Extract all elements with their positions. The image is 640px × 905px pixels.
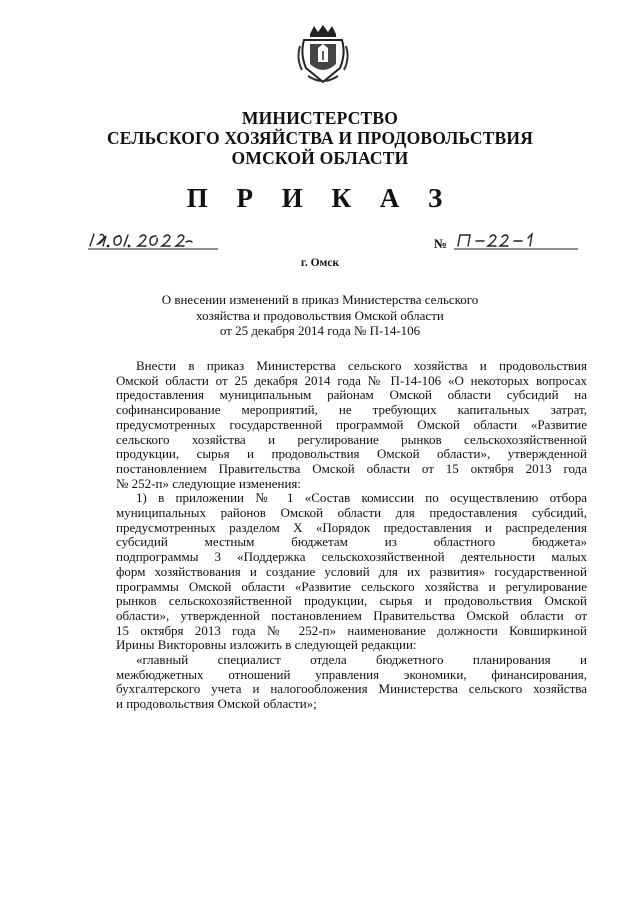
body-line: субсидий местным бюджетам из областного бюджета» [116, 534, 587, 550]
body-line: продукции, сырья и продовольствия Омской области», утвержденной [116, 446, 587, 462]
ministry-name-line-2: СЕЛЬСКОГО ХОЗЯЙСТВА И ПРОДОВОЛЬСТВИЯ [106, 128, 534, 148]
ministry-name-line-1: МИНИСТЕРСТВО [241, 108, 399, 128]
body-line: программы Омской области «Развитие сельского хозяйства и регулирование [116, 578, 587, 594]
body-line: Внести в приказ Министерства сельского хозяйства и продовольствия [136, 358, 587, 373]
body-line: предоставления муниципальным районам Омской области субсидий на [116, 387, 587, 403]
body-line: постановлением Правительства Омской области от 15 октября 2013 года [116, 460, 587, 476]
subject-line-1: О внесении изменений в приказ Министерства сельского [161, 292, 479, 307]
body-line: и продовольствия Омской области»; [116, 696, 317, 712]
body-line: «главный специалист отдела бюджетного планирования и [136, 652, 587, 667]
body-line: подпрограммы 3 «Поддержка сельскохозяйственной деятельности малых [116, 549, 587, 565]
handwritten-order-number [452, 228, 582, 256]
body-line: № 252-п» следующие изменения: [116, 475, 301, 491]
body-line: межбюджетных отношений управления экономики, финансирования, [116, 666, 587, 682]
body-line: Омской области от 25 декабря 2014 года № П-14-106 «О некоторых вопросах [116, 372, 587, 388]
city-name: г. Омск [300, 257, 340, 269]
body-line: Ирины Викторовны изложить в следующей редакции: [116, 637, 417, 653]
body-line: муниципальных районов Омской области для предоставления субсидий, [116, 505, 587, 520]
body-line: сельского хозяйства и регулирование рынков сельскохозяйственной [116, 431, 587, 447]
order-number-sign: № [434, 236, 448, 251]
body-line: 15 октября 2013 года № 252-п» наименование должности Ковширкиной [116, 622, 587, 638]
body-line: предусмотренных разделом X «Порядок предоставления и распределения [116, 519, 587, 535]
body-line: 1) в приложении № 1 «Состав комиссии по осуществлению отбора [136, 490, 587, 506]
coat-of-arms-icon [296, 24, 350, 86]
body-line: форм хозяйствования и создание условий для их развития» государственной [116, 563, 587, 579]
handwritten-date [86, 228, 226, 256]
body-line: рынков сельскохозяйственной продукции, сырья и продовольствия Омской [116, 593, 587, 609]
document-type-title: П Р И К А З [186, 183, 454, 213]
body-line: бухгалтерского учета и налогообложения Министерства сельского хозяйства [116, 681, 587, 697]
body-line: софинансирование мероприятий, не требующих капитальных затрат, [116, 402, 587, 418]
subject-line-3: от 25 декабря 2014 года № П-14-106 [219, 323, 421, 338]
subject-line-2: хозяйства и продовольствия Омской области [196, 307, 444, 323]
body-line: предусмотренных государственной программой Омской области «Развитие [116, 416, 587, 432]
ministry-name-line-3: ОМСКОЙ ОБЛАСТИ [231, 148, 409, 168]
body-line: области», утвержденной постановлением Правительства Омской области от [116, 607, 587, 623]
